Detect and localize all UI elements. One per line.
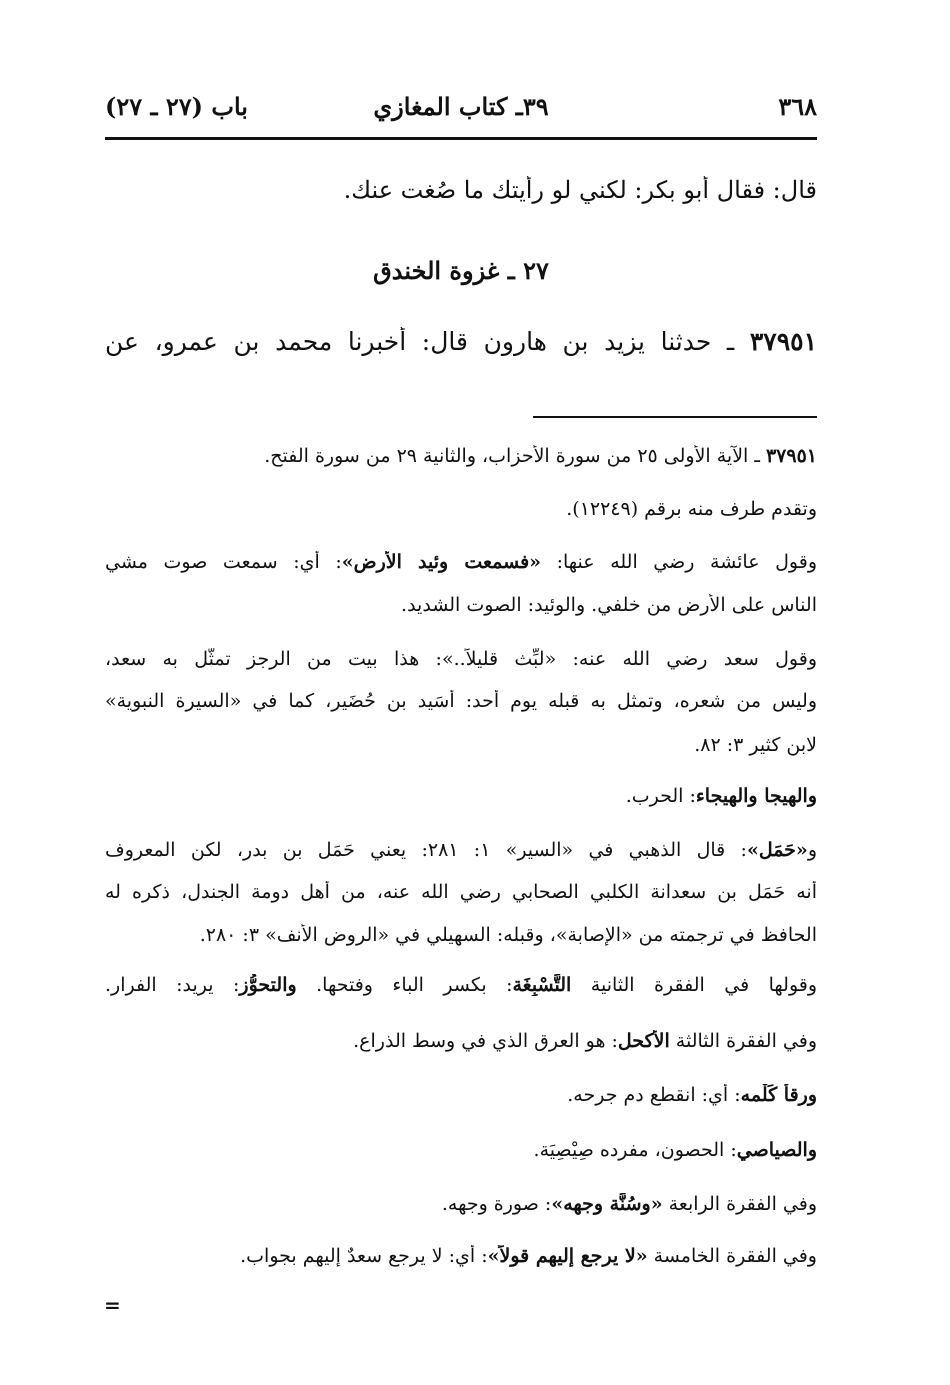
- footnote-text: : أي: لا يرجع سعدٌ إليهم بجواب.: [240, 1245, 488, 1267]
- footnote-line: [105, 1193, 817, 1215]
- section-title: ٢٧ ـ غزوة الخندق: [373, 256, 549, 285]
- header-rule: [105, 137, 817, 140]
- footnote-term: الأكحل: [617, 1030, 670, 1052]
- footnote-text: و: [807, 839, 817, 861]
- footnote-text: : أي: انقطع دم جرحه.: [567, 1084, 741, 1106]
- footnote-text: وقول عائشة رضي الله عنها:: [541, 551, 817, 573]
- footnote-number: ٣٧٩٥١: [765, 445, 817, 467]
- footnote-text: : أي: سمعت صوت مشي: [105, 551, 342, 573]
- footnote-line: [105, 974, 817, 996]
- footnote-line: [105, 1030, 817, 1052]
- footnote-separator: [533, 416, 817, 418]
- footnote-text: : قال الذهبي في «السير» ١: ٢٨١: يعني حَمَل بن بدر، لكن المعروف: [105, 839, 747, 861]
- footnote-text: : يريد: الفرار.: [105, 974, 240, 996]
- footnote-line: وليس من شعره، وتمثل به قبله يوم أحد: أُسَيد بن حُضَير، كما في «السيرة النبوية»: [105, 690, 817, 712]
- footnote-line: [105, 1084, 817, 1106]
- page-number: ٣٦٨: [778, 92, 817, 121]
- footnote-term: التَّسْبِغَة: [512, 974, 572, 996]
- footnote-text: : بكسر الباء وفتحها.: [296, 974, 513, 996]
- page-header: [105, 92, 817, 130]
- footnote-line: [105, 551, 817, 573]
- footnote-term: والتحوُّز: [239, 974, 297, 996]
- footnote-line: وقول سعد رضي الله عنه: «لبِّث قليلاً..»: هذا بيت من الرجز تمثَّل به سعد،: [105, 648, 817, 670]
- footnote-line: [105, 1139, 817, 1161]
- hadith-number: ٣٧٩٥١: [749, 327, 817, 356]
- footnote-text: ـ الآية الأولى ٢٥ من سورة الأحزاب، والثانية ٢٩ من سورة الفتح.: [264, 445, 766, 467]
- footnote-line: لابن كثير ٣: ٨٢.: [694, 734, 817, 756]
- footnote-term: «حَمَل»: [746, 839, 808, 861]
- footnote-text: وفي الفقرة الثالثة: [669, 1030, 817, 1052]
- continuation-mark: =: [104, 1293, 121, 1317]
- footnote-text: : صورة وجهه.: [441, 1193, 552, 1215]
- footnote-text: وقولها في الفقرة الثانية: [571, 974, 817, 996]
- hadith-text: ـ حدثنا يزيد بن هارون قال: أخبرنا محمد بن عمرو، عن: [105, 327, 750, 356]
- book-title: ٣٩ـ كتاب المغازي: [373, 92, 549, 121]
- footnote-text: : هو العرق الذي في وسط الذراع.: [353, 1030, 618, 1052]
- footnote-text: وفي الفقرة الرابعة: [662, 1193, 817, 1215]
- main-text-line: قال: فقال أبو بكر: لكني لو رأيتك ما صُغت عنك.: [343, 176, 817, 204]
- footnote-text: : الحصون، مفرده صِيْصِيَة.: [533, 1139, 737, 1161]
- footnote-line: وتقدم طرف منه برقم (١٢٢٤٩).: [566, 498, 817, 520]
- footnote-line: [105, 785, 817, 807]
- chapter-reference: باب (٢٧ ـ ٢٧): [105, 92, 248, 121]
- footnote-line: أنه حَمَل بن سعدانة الكلبي الصحابي رضي الله عنه، من أهل دومة الجندل، ذكره له: [105, 881, 817, 903]
- footnote-term: ورقأ كَلْمه: [740, 1084, 817, 1106]
- footnote-line: [105, 445, 817, 467]
- footnote-term: «لا يرجع إليهم قولاً»: [487, 1245, 648, 1267]
- footnote-line: [105, 839, 817, 861]
- hadith-line: [105, 327, 817, 356]
- footnote-text: وفي الفقرة الخامسة: [647, 1245, 817, 1267]
- footnote-line: الحافظ في ترجمته من «الإصابة»، وقبله: السهيلي في «الروض الأنف» ٣: ٢٨٠.: [199, 924, 817, 946]
- footnote-term: «فسمعت وئيد الأرض»: [341, 551, 542, 573]
- footnote-line: الناس على الأرض من خلفي. والوئيد: الصوت الشديد.: [401, 594, 817, 616]
- footnote-term: والصياصي: [736, 1139, 817, 1161]
- footnote-text: : الحرب.: [625, 785, 696, 807]
- footnote-line: [105, 1245, 817, 1267]
- footnote-term: والهيجا والهيجاء: [695, 785, 817, 807]
- footnote-term: «وسُنَّة وجهه»: [551, 1193, 663, 1215]
